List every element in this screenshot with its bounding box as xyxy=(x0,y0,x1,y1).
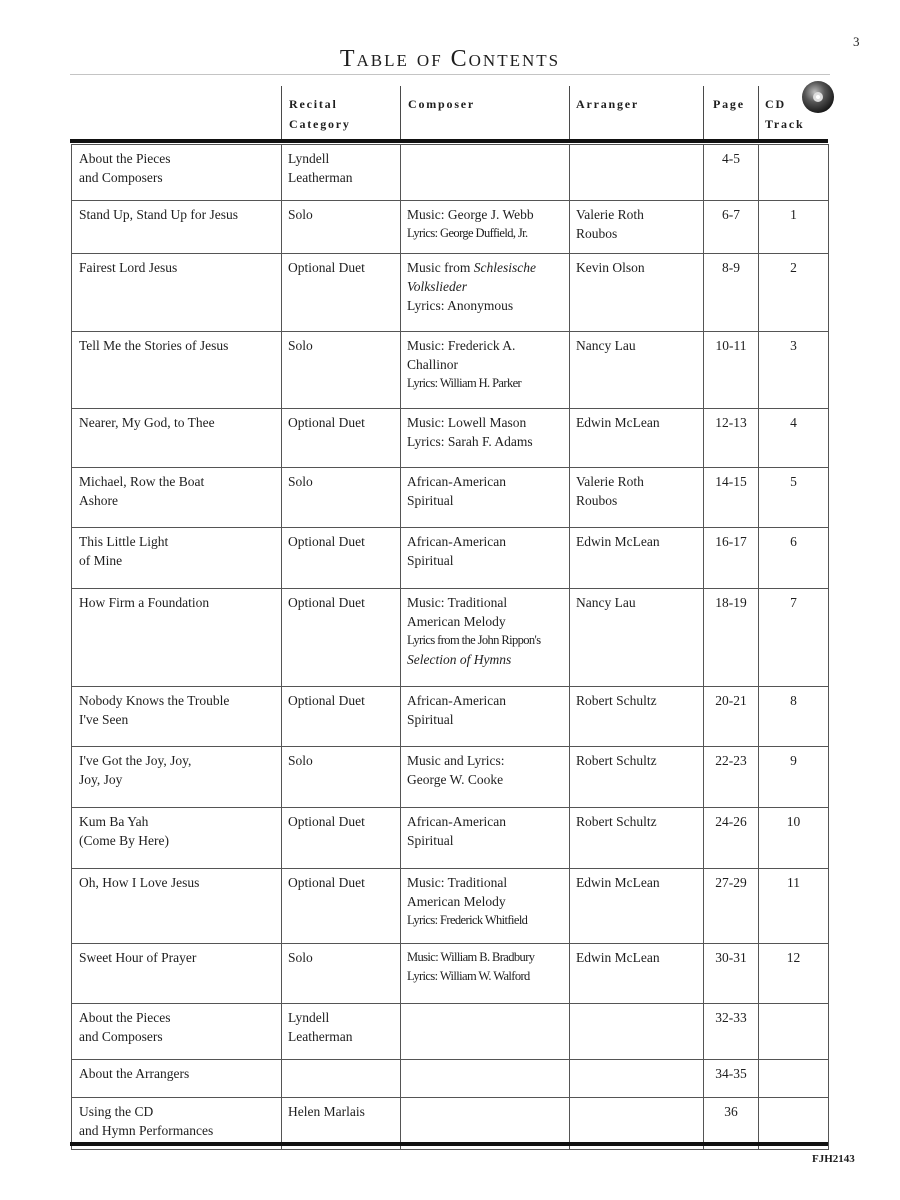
cell-title-line: of Mine xyxy=(79,553,123,568)
cell-title-line: Fairest Lord Jesus xyxy=(79,260,178,275)
cell-title-line: This Little Light xyxy=(79,534,169,549)
cell-cd-track-value: 2 xyxy=(790,260,797,275)
cell-composer-line: Music from Schlesische xyxy=(407,260,536,275)
cell-recital-category xyxy=(282,869,401,944)
header-divider xyxy=(569,86,570,142)
cell-page xyxy=(704,254,759,332)
cell-page xyxy=(704,409,759,468)
cell-composer-line: Spiritual xyxy=(407,553,454,568)
cell-composer-line: Lyrics: Frederick Whitfield xyxy=(407,913,528,927)
cell-cd-track xyxy=(759,869,829,944)
cell-recital-category xyxy=(282,145,401,201)
cell-arranger xyxy=(570,869,704,944)
cell-cd-track xyxy=(759,944,829,1004)
cell-composer xyxy=(401,528,570,589)
cell-recital-category-line: Solo xyxy=(288,338,313,353)
cell-arranger xyxy=(570,254,704,332)
cell-recital-category xyxy=(282,747,401,808)
cell-recital-category-line: Optional Duet xyxy=(288,814,365,829)
cell-cd-track-value: 5 xyxy=(790,474,797,489)
cell-composer xyxy=(401,254,570,332)
cell-recital-category xyxy=(282,1060,401,1098)
cell-composer-line: Volkslieder xyxy=(407,279,467,294)
cell-composer-line: Lyrics: Sarah F. Adams xyxy=(407,434,533,449)
cell-page-value: 12-13 xyxy=(715,415,747,430)
table-row xyxy=(72,1060,829,1098)
cell-recital-category-line: Optional Duet xyxy=(288,415,365,430)
cell-composer xyxy=(401,468,570,528)
cell-recital-category xyxy=(282,409,401,468)
cell-arranger-line: Robert Schultz xyxy=(576,693,657,708)
header-cd-line2: Track xyxy=(765,117,805,131)
cell-composer-line: American Melody xyxy=(407,894,506,909)
header-divider xyxy=(703,86,704,142)
cell-arranger xyxy=(570,1004,704,1060)
cell-title-line: About the Pieces xyxy=(79,151,171,166)
cell-page-value: 22-23 xyxy=(715,753,747,768)
cell-arranger-line: Nancy Lau xyxy=(576,338,636,353)
cell-composer-line: Music: Lowell Mason xyxy=(407,415,527,430)
cell-composer xyxy=(401,409,570,468)
table-row xyxy=(72,808,829,869)
cell-composer xyxy=(401,589,570,687)
cell-composer xyxy=(401,747,570,808)
cell-page-value: 36 xyxy=(724,1104,738,1119)
cell-composer xyxy=(401,1060,570,1098)
cell-composer-line: Selection of Hymns xyxy=(407,652,512,667)
cell-title-line: About the Arrangers xyxy=(79,1066,190,1081)
cell-title xyxy=(72,1060,282,1098)
cell-page xyxy=(704,944,759,1004)
cell-composer-line: Lyrics from the John Rippon's xyxy=(407,633,541,647)
cell-title xyxy=(72,145,282,201)
cell-recital-category xyxy=(282,944,401,1004)
cell-cd-track-value: 6 xyxy=(790,534,797,549)
cell-arranger-line: Robert Schultz xyxy=(576,814,657,829)
cell-recital-category xyxy=(282,332,401,409)
column-header-composer: Composer xyxy=(408,97,476,111)
cell-cd-track-value: 3 xyxy=(790,338,797,353)
cell-cd-track-value: 8 xyxy=(790,693,797,708)
cell-composer-line: George W. Cooke xyxy=(407,772,504,787)
cell-cd-track xyxy=(759,589,829,687)
cell-page-value: 4-5 xyxy=(722,151,740,166)
cell-page xyxy=(704,332,759,409)
table-row xyxy=(72,145,829,201)
table-row xyxy=(72,944,829,1004)
cell-page xyxy=(704,528,759,589)
cell-recital-category xyxy=(282,468,401,528)
cell-composer-line: African-American xyxy=(407,814,506,829)
cell-arranger xyxy=(570,687,704,747)
cell-cd-track-value: 1 xyxy=(790,207,797,222)
table-row xyxy=(72,332,829,409)
cell-arranger-line: Edwin McLean xyxy=(576,950,660,965)
cell-title xyxy=(72,528,282,589)
cell-cd-track-value: 10 xyxy=(786,814,801,829)
column-header-arranger: Arranger xyxy=(576,97,640,111)
table-row xyxy=(72,589,829,687)
cell-arranger xyxy=(570,145,704,201)
cell-composer-line: Spiritual xyxy=(407,712,454,727)
cell-page xyxy=(704,687,759,747)
cell-recital-category xyxy=(282,589,401,687)
cell-arranger-line: Kevin Olson xyxy=(576,260,645,275)
cell-arranger-line: Edwin McLean xyxy=(576,875,660,890)
cell-arranger xyxy=(570,808,704,869)
cell-arranger-line: Edwin McLean xyxy=(576,534,660,549)
cell-cd-track xyxy=(759,468,829,528)
cell-arranger xyxy=(570,468,704,528)
cell-composer-line: Music: William B. Bradbury xyxy=(407,950,535,964)
cell-composer-line: Spiritual xyxy=(407,493,454,508)
cell-title-line: How Firm a Foundation xyxy=(79,595,210,610)
cell-composer xyxy=(401,869,570,944)
cell-page xyxy=(704,808,759,869)
cell-title-line: Sweet Hour of Prayer xyxy=(79,950,197,965)
cell-page-value: 34-35 xyxy=(715,1066,747,1081)
cell-recital-category-line: Lyndell xyxy=(288,151,330,166)
table-row xyxy=(72,409,829,468)
cell-title-line: and Composers xyxy=(79,1029,163,1044)
cell-title xyxy=(72,468,282,528)
cell-arranger-line: Edwin McLean xyxy=(576,415,660,430)
cell-title xyxy=(72,332,282,409)
cell-page-value: 20-21 xyxy=(715,693,747,708)
cell-title-line: Oh, How I Love Jesus xyxy=(79,875,200,890)
table-row xyxy=(72,254,829,332)
cell-title-line: Ashore xyxy=(79,493,118,508)
cell-recital-category-line: Optional Duet xyxy=(288,595,365,610)
cell-cd-track xyxy=(759,528,829,589)
cell-recital-category-line: Optional Duet xyxy=(288,260,365,275)
cell-cd-track xyxy=(759,1004,829,1060)
column-header-page: Page xyxy=(713,97,745,111)
cell-title-line: Using the CD xyxy=(79,1104,154,1119)
table-row xyxy=(72,201,829,254)
cell-page xyxy=(704,1004,759,1060)
cell-cd-track-value: 9 xyxy=(790,753,797,768)
cell-page xyxy=(704,201,759,254)
cell-recital-category-line: Solo xyxy=(288,207,313,222)
page-title: Table of Contents xyxy=(339,46,561,72)
cell-composer xyxy=(401,332,570,409)
cell-composer xyxy=(401,687,570,747)
cell-composer xyxy=(401,145,570,201)
cell-composer-line: Challinor xyxy=(407,357,458,372)
cell-recital-category xyxy=(282,254,401,332)
cell-composer xyxy=(401,808,570,869)
cell-composer-line: Lyrics: William W. Walford xyxy=(407,969,530,983)
cell-composer-line: Music: Traditional xyxy=(407,595,508,610)
column-header-cd-track xyxy=(765,94,804,134)
cell-page-value: 6-7 xyxy=(722,207,740,222)
cell-arranger xyxy=(570,409,704,468)
header-divider xyxy=(281,86,282,142)
cell-composer-line: Lyrics: William H. Parker xyxy=(407,376,522,390)
cell-title-line: Stand Up, Stand Up for Jesus xyxy=(79,207,238,222)
cell-title xyxy=(72,687,282,747)
table-row xyxy=(72,1004,829,1060)
title-divider xyxy=(70,74,830,75)
cell-composer xyxy=(401,1004,570,1060)
cell-cd-track xyxy=(759,145,829,201)
cell-title-line: Joy, Joy xyxy=(79,772,123,787)
cell-cd-track xyxy=(759,332,829,409)
cell-composer-line: Lyrics: George Duffield, Jr. xyxy=(407,226,528,240)
cell-title-line: Kum Ba Yah xyxy=(79,814,149,829)
cell-arranger xyxy=(570,201,704,254)
cell-arranger xyxy=(570,747,704,808)
cell-arranger xyxy=(570,944,704,1004)
cd-disc-icon xyxy=(801,80,835,114)
cell-page-value: 10-11 xyxy=(715,338,747,353)
cell-composer-line: Spiritual xyxy=(407,833,454,848)
cell-recital-category xyxy=(282,687,401,747)
cell-title-line: Tell Me the Stories of Jesus xyxy=(79,338,229,353)
header-recital-line1: Recital xyxy=(289,97,338,111)
cell-title xyxy=(72,254,282,332)
cell-page xyxy=(704,589,759,687)
cell-page xyxy=(704,145,759,201)
page-number: 3 xyxy=(853,34,860,49)
cell-title xyxy=(72,1004,282,1060)
cell-recital-category-line: Solo xyxy=(288,474,313,489)
contents-table xyxy=(71,144,829,1150)
cell-cd-track-value: 11 xyxy=(787,875,800,890)
header-rule xyxy=(70,139,828,143)
cell-cd-track xyxy=(759,687,829,747)
cell-cd-track-value: 12 xyxy=(786,950,801,965)
cell-page xyxy=(704,869,759,944)
cell-arranger xyxy=(570,1060,704,1098)
cell-page-value: 24-26 xyxy=(715,814,747,829)
table-row xyxy=(72,869,829,944)
cell-arranger xyxy=(570,589,704,687)
footer-rule xyxy=(70,1142,828,1146)
cell-recital-category-line: Lyndell xyxy=(288,1010,330,1025)
cell-recital-category-line: Optional Duet xyxy=(288,875,365,890)
cell-recital-category-line: Optional Duet xyxy=(288,693,365,708)
cell-arranger xyxy=(570,528,704,589)
cell-page-value: 8-9 xyxy=(722,260,740,275)
cell-page-value: 30-31 xyxy=(715,950,747,965)
cell-title-line: and Composers xyxy=(79,170,163,185)
cell-composer-line: Music: George J. Webb xyxy=(407,207,534,222)
cell-composer-line: Music: Traditional xyxy=(407,875,508,890)
table-row xyxy=(72,468,829,528)
header-divider xyxy=(400,86,401,142)
cell-title xyxy=(72,869,282,944)
cell-title xyxy=(72,944,282,1004)
cell-recital-category xyxy=(282,1004,401,1060)
cell-cd-track xyxy=(759,1060,829,1098)
cell-page xyxy=(704,1060,759,1098)
cell-page-value: 32-33 xyxy=(715,1010,747,1025)
cell-cd-track xyxy=(759,254,829,332)
header-divider xyxy=(758,86,759,142)
cell-title-line: I've Seen xyxy=(79,712,129,727)
cell-title-line: I've Got the Joy, Joy, xyxy=(79,753,192,768)
column-header-recital-category xyxy=(289,94,351,134)
cell-cd-track xyxy=(759,201,829,254)
cell-title xyxy=(72,201,282,254)
cell-title xyxy=(72,747,282,808)
cell-cd-track xyxy=(759,747,829,808)
cell-composer-line: Music: Frederick A. xyxy=(407,338,516,353)
cell-composer xyxy=(401,944,570,1004)
cell-recital-category-line: Solo xyxy=(288,753,313,768)
cell-recital-category xyxy=(282,201,401,254)
cell-page-value: 27-29 xyxy=(715,875,747,890)
cell-composer-line: Music and Lyrics: xyxy=(407,753,505,768)
cell-arranger-line: Roubos xyxy=(576,493,618,508)
table-row xyxy=(72,687,829,747)
cell-composer-line: African-American xyxy=(407,534,506,549)
cell-recital-category-line: Leatherman xyxy=(288,1029,353,1044)
cell-title-line: (Come By Here) xyxy=(79,833,169,848)
cell-arranger xyxy=(570,332,704,409)
cell-composer xyxy=(401,201,570,254)
cell-arranger-line: Robert Schultz xyxy=(576,753,657,768)
cell-cd-track xyxy=(759,808,829,869)
header-recital-line2: Category xyxy=(289,117,351,131)
cell-page-value: 16-17 xyxy=(715,534,747,549)
header-cd-line1: CD xyxy=(765,97,786,111)
cell-arranger-line: Valerie Roth xyxy=(576,207,644,222)
cell-recital-category-line: Optional Duet xyxy=(288,534,365,549)
cell-cd-track xyxy=(759,409,829,468)
cell-composer-line: African-American xyxy=(407,693,506,708)
cell-composer-line: American Melody xyxy=(407,614,506,629)
cell-title-line: Nearer, My God, to Thee xyxy=(79,415,215,430)
cell-cd-track-value: 7 xyxy=(790,595,797,610)
cell-page xyxy=(704,747,759,808)
cell-title xyxy=(72,589,282,687)
cell-recital-category xyxy=(282,528,401,589)
cell-recital-category-line: Leatherman xyxy=(288,170,353,185)
cell-title-line: and Hymn Performances xyxy=(79,1123,214,1138)
cell-arranger-line: Roubos xyxy=(576,226,618,241)
cell-page-value: 18-19 xyxy=(715,595,747,610)
table-row xyxy=(72,747,829,808)
cell-recital-category-line: Helen Marlais xyxy=(288,1104,365,1119)
cell-composer-line: African-American xyxy=(407,474,506,489)
cell-title-line: Michael, Row the Boat xyxy=(79,474,205,489)
cell-recital-category xyxy=(282,808,401,869)
cell-arranger-line: Valerie Roth xyxy=(576,474,644,489)
cell-recital-category-line: Solo xyxy=(288,950,313,965)
cell-arranger-line: Nancy Lau xyxy=(576,595,636,610)
catalog-code: FJH2143 xyxy=(812,1153,855,1165)
cell-cd-track-value: 4 xyxy=(790,415,797,430)
cell-composer-line: Lyrics: Anonymous xyxy=(407,298,514,313)
cell-title xyxy=(72,808,282,869)
cell-page xyxy=(704,468,759,528)
cell-title xyxy=(72,409,282,468)
cell-title-line: Nobody Knows the Trouble xyxy=(79,693,230,708)
table-row xyxy=(72,528,829,589)
cell-title-line: About the Pieces xyxy=(79,1010,171,1025)
cell-page-value: 14-15 xyxy=(715,474,747,489)
